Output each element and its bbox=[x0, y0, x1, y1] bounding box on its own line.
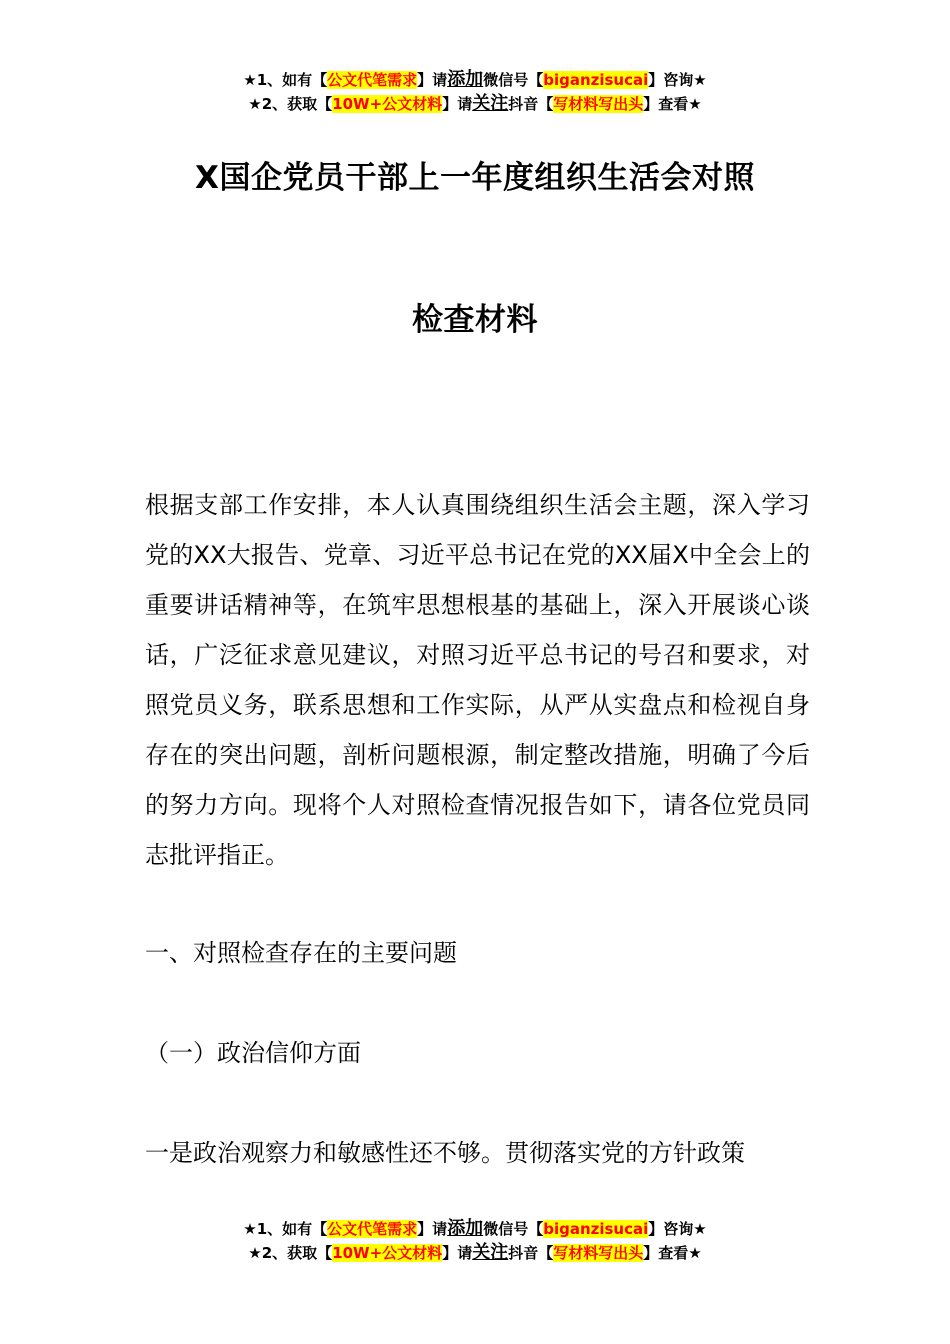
intro-paragraph: 根据支部工作安排，本人认真围绕组织生活会主题，深入学习党的XX大报告、党章、习近平总书记在党的XX届X中全会上的重要讲话精神等，在筑牢思想根基的基础上，深入开展谈心谈话，广泛征求意见建议，对照习近平总书记的号召和要求，对照党员义务，联系思想和工作实际，从严从实盘点和检视自身存在的突出问题，剖析问题根源，制定整改措施，明确了今后的努力方向。现将个人对照检查情况报告如下，请各位党员同志批评指正。 bbox=[145, 491, 810, 869]
footer-underlined-add: 添加 bbox=[447, 1218, 484, 1239]
document-title-line-2: 检查材料 bbox=[412, 302, 538, 338]
paragraph-2: 一是政治观察力和敏感性还不够。贯彻落实党的方针政策 bbox=[145, 1139, 745, 1167]
banner-line-2: ★2、获取【10W+公文材料】请关注抖音【写材料写出头】查看★ bbox=[248, 93, 702, 114]
section-heading: 一、对照检查存在的主要问题 bbox=[145, 939, 457, 967]
highlight-douyin: 写材料写出头 bbox=[553, 95, 644, 113]
highlight-wechat-id: biganzisucai bbox=[543, 71, 649, 89]
highlight-service: 公文代笔需求 bbox=[327, 71, 418, 89]
footer-underlined-follow: 关注 bbox=[472, 1242, 509, 1263]
footer-highlight-service: 公文代笔需求 bbox=[327, 1220, 418, 1238]
header-banner bbox=[0, 68, 950, 116]
footer-banner bbox=[0, 1217, 950, 1265]
footer-highlight-douyin: 写材料写出头 bbox=[553, 1244, 644, 1262]
underlined-follow: 关注 bbox=[472, 93, 509, 114]
banner-line-1: ★1、如有【公文代笔需求】请添加微信号【biganzisucai】咨询★ bbox=[243, 69, 707, 90]
footer-line-1: ★1、如有【公文代笔需求】请添加微信号【biganzisucai】咨询★ bbox=[243, 1218, 707, 1239]
underlined-add: 添加 bbox=[447, 69, 484, 90]
footer-highlight-materials: 10W+公文材料 bbox=[332, 1244, 443, 1262]
footer-highlight-wechat-id: biganzisucai bbox=[543, 1220, 649, 1238]
highlight-materials: 10W+公文材料 bbox=[332, 95, 443, 113]
document-title-line-1: X国企党员干部上一年度组织生活会对照 bbox=[195, 160, 755, 196]
subsection-heading: （一）政治信仰方面 bbox=[145, 1039, 361, 1067]
footer-line-2: ★2、获取【10W+公文材料】请关注抖音【写材料写出头】查看★ bbox=[248, 1242, 702, 1263]
